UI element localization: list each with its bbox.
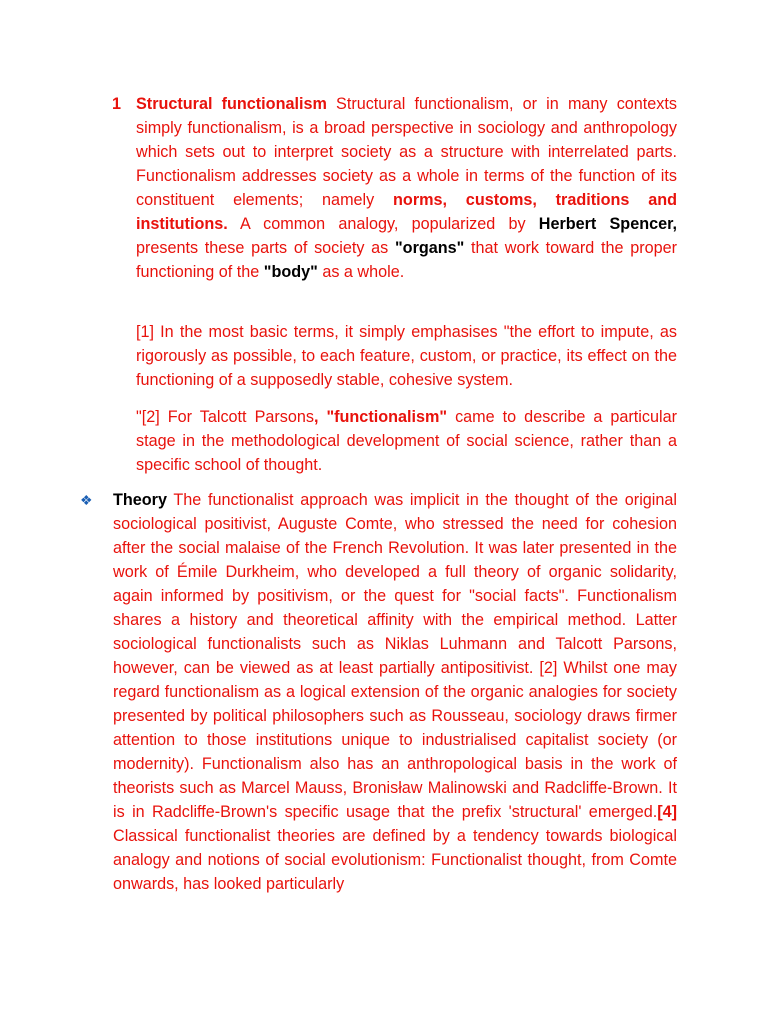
body-text: as a whole. xyxy=(317,263,405,281)
emphasis-text: [4] xyxy=(657,803,677,821)
section-heading: Theory xyxy=(113,491,167,509)
emphasis-text: , "functionalism" xyxy=(313,408,448,426)
section-heading: Structural functionalism xyxy=(136,95,327,113)
body-text: Classical functionalist theories are defined by a tendency towards biological analogy and notions of social evolutionism: Functionalist thought, from Comte onwards, has looked particularly xyxy=(113,827,677,893)
section-theory xyxy=(113,488,677,896)
note-paragraph-1 xyxy=(136,320,677,392)
body-text: Structural functionalism, or in many contexts simply functionalism, is a broad perspective in sociology and anthropology which sets out to interpret society as a structure with interrelated parts. Functionalism addresses society as a whole in terms of the function of its constituent elements; namely xyxy=(136,95,677,209)
body-text: [1] In the most basic terms, it simply emphasises "the effort to impute, as rigorously as possible, to each feature, custom, or practice, its effect on the functioning of a supposedly stable, cohesive system. xyxy=(136,323,677,389)
emphasis-text: "body" xyxy=(263,263,318,281)
section-number: 1 xyxy=(112,95,122,113)
body-text: came to describe a particular stage in the methodological development of social science, rather than a specific school of thought. xyxy=(136,408,677,474)
emphasis-text: Herbert Spencer, xyxy=(538,215,677,233)
note-paragraph-2 xyxy=(136,405,677,477)
diamond-bullet-icon: ❖ xyxy=(80,492,93,508)
body-text: presents these parts of society as xyxy=(136,239,395,257)
body-text: A common analogy, popularized by xyxy=(227,215,539,233)
body-text: "[2] For Talcott Parsons xyxy=(136,408,314,426)
emphasis-text: "organs" xyxy=(395,239,465,257)
body-text: The functionalist approach was implicit in the thought of the original sociological positivist, Auguste Comte, who stressed the need for cohesion after the social malaise of the French Revolution. It was later presented in the work of Émile Durkheim, who developed a full theory of organic solidarity, again informed by positivism, or the quest for "social facts". Functionalism shares a history and theoretical affinity with the empirical method. Latter sociological functionalists such as Niklas Luhmann and Talcott Parsons, however, can be viewed as at least partially antipositivist. [2] Whilst one may regard functionalism as a logical extension of the organic analogies for society presented by political philosophers such as Rousseau, sociology draws firmer attention to those institutions unique to industrialised capitalist society (or modernity). Functionalism also has an anthropological basis in the work of theorists such as Marcel Mauss, Bronisław Malinowski and Radcliffe-Brown. It is in Radcliffe-Brown's specific usage that the prefix 'structural' emerged. xyxy=(113,491,677,821)
section-structural-functionalism xyxy=(136,92,677,284)
emphasis-text: norms, customs, traditions and institutions. xyxy=(136,191,677,233)
body-text: that work toward the proper functioning of the xyxy=(136,239,678,281)
